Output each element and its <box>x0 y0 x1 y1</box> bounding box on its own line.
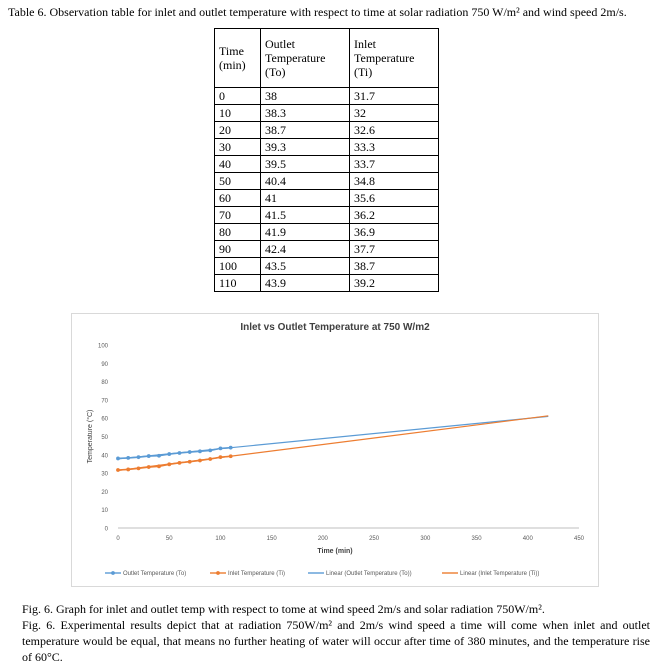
table-cell: 31.7 <box>350 88 439 105</box>
header-time: Time (min) <box>215 29 261 88</box>
y-tick-label: 30 <box>101 471 108 478</box>
data-point <box>178 461 182 465</box>
y-axis-label: Temperature (°C) <box>87 409 94 464</box>
header-inlet-temperature: Inlet Temperature (Ti) <box>350 29 439 88</box>
table-cell: 39.3 <box>261 139 350 156</box>
x-tick-label: 100 <box>215 536 226 542</box>
chart-title: Inlet vs Outlet Temperature at 750 W/m2 <box>240 322 430 333</box>
table-cell: 33.3 <box>350 139 439 156</box>
x-tick-label: 50 <box>165 536 173 542</box>
table-cell: 32 <box>350 105 439 122</box>
table-cell: 38.7 <box>350 258 439 275</box>
y-tick-label: 10 <box>101 508 108 515</box>
table-cell: 36.9 <box>350 224 439 241</box>
header-outlet-temperature: Outlet Temperature (To) <box>261 29 350 88</box>
chart-area <box>71 313 599 587</box>
legend-entry: Linear (Inlet Temperature (Ti)) <box>460 571 540 578</box>
table-header-row <box>215 29 439 88</box>
x-tick-label: 200 <box>317 536 328 542</box>
y-tick-label: 60 <box>101 416 108 423</box>
x-axis-label: Time (min) <box>317 548 353 555</box>
table-caption: Table 6. Observation table for inlet and outlet temperature with respect to time at solar radiation 750 W/m² and wind speed 2m/s. <box>8 5 627 19</box>
x-tick-label: 300 <box>420 536 431 542</box>
y-tick-label: 20 <box>101 489 108 496</box>
table-cell: 38.3 <box>261 105 350 122</box>
table-cell: 35.6 <box>350 190 439 207</box>
y-tick-label: 70 <box>101 398 108 405</box>
y-tick-label: 50 <box>101 435 108 441</box>
table-row <box>215 139 439 156</box>
table-row <box>215 275 439 292</box>
figure-caption-block <box>22 601 650 665</box>
y-tick-label: 80 <box>101 380 108 387</box>
table-cell: 33.7 <box>350 156 439 173</box>
table-cell: 41.5 <box>261 207 350 224</box>
table-cell: 80 <box>215 224 261 241</box>
table-row <box>215 258 439 275</box>
data-point <box>188 460 192 464</box>
line-chart <box>72 314 598 586</box>
table-cell: 41.9 <box>261 224 350 241</box>
figure-caption-2: Fig. 6. Experimental results depict that at radiation 750W/m² and 2m/s wind speed a time will come when inlet and outlet temperature would be equal, that means no further heating of water will occur after time of 380 minutes, and the temperature rise of 60°C. <box>22 618 650 664</box>
table-row <box>215 173 439 190</box>
table-cell: 90 <box>215 241 261 258</box>
data-point <box>188 450 192 454</box>
series-line <box>118 456 231 470</box>
data-point <box>147 465 151 469</box>
data-point <box>126 468 130 472</box>
legend-marker <box>111 571 115 575</box>
table-cell: 110 <box>215 275 261 292</box>
x-tick-label: 350 <box>471 536 482 542</box>
data-point <box>208 449 212 453</box>
x-tick-label: 450 <box>573 536 585 542</box>
legend-marker <box>216 571 220 575</box>
data-point <box>198 459 202 463</box>
table-cell: 100 <box>215 258 261 275</box>
legend-entry: Inlet Temperature (Ti) <box>228 571 286 578</box>
data-point <box>116 468 120 472</box>
table-row <box>215 241 439 258</box>
y-tick-label: 40 <box>101 453 108 460</box>
x-tick-label: 0 <box>116 536 120 542</box>
y-tick-label: 0 <box>104 526 108 533</box>
table-row <box>215 190 439 207</box>
data-point <box>126 456 130 460</box>
data-point <box>198 449 202 453</box>
table-cell: 60 <box>215 190 261 207</box>
data-point <box>167 452 171 456</box>
legend-entry: Linear (Outlet Temperature (To)) <box>326 571 412 578</box>
data-point <box>229 454 233 458</box>
table-cell: 38 <box>261 88 350 105</box>
data-point <box>137 466 141 470</box>
table-row <box>215 122 439 139</box>
y-tick-label: 100 <box>97 343 108 350</box>
table-cell: 40 <box>215 156 261 173</box>
data-point <box>219 446 223 450</box>
data-point <box>147 454 151 458</box>
table-cell: 39.2 <box>350 275 439 292</box>
table-row <box>215 88 439 105</box>
table-cell: 39.5 <box>261 156 350 173</box>
table-cell: 43.5 <box>261 258 350 275</box>
data-point <box>167 462 171 466</box>
table-cell: 30 <box>215 139 261 156</box>
table-row <box>215 156 439 173</box>
table-body <box>215 88 439 292</box>
table-cell: 36.2 <box>350 207 439 224</box>
table-cell: 42.4 <box>261 241 350 258</box>
table-cell: 43.9 <box>261 275 350 292</box>
table-cell: 50 <box>215 173 261 190</box>
series-line <box>118 448 231 459</box>
observation-table <box>214 28 439 292</box>
table-row <box>215 224 439 241</box>
data-point <box>219 455 223 459</box>
x-tick-label: 400 <box>522 536 533 542</box>
data-point <box>137 455 141 459</box>
x-tick-label: 150 <box>266 536 277 542</box>
data-point <box>157 454 161 458</box>
table-cell: 37.7 <box>350 241 439 258</box>
table-cell: 32.6 <box>350 122 439 139</box>
x-tick-label: 250 <box>369 536 380 542</box>
table-cell: 40.4 <box>261 173 350 190</box>
data-point <box>208 457 212 461</box>
table-cell: 0 <box>215 88 261 105</box>
table-cell: 34.8 <box>350 173 439 190</box>
table-cell: 10 <box>215 105 261 122</box>
data-point <box>116 457 120 461</box>
data-point <box>178 451 182 455</box>
table-cell: 70 <box>215 207 261 224</box>
table-row <box>215 207 439 224</box>
table-cell: 38.7 <box>261 122 350 139</box>
figure-caption-1: Fig. 6. Graph for inlet and outlet temp with respect to tome at wind speed 2m/s and solar radiation 750W/m². <box>22 602 545 616</box>
table-cell: 20 <box>215 122 261 139</box>
table-cell: 41 <box>261 190 350 207</box>
table-row <box>215 105 439 122</box>
data-point <box>229 446 233 450</box>
y-tick-label: 90 <box>101 361 108 368</box>
legend-entry: Outlet Temperature (To) <box>123 571 187 578</box>
data-point <box>157 464 161 468</box>
